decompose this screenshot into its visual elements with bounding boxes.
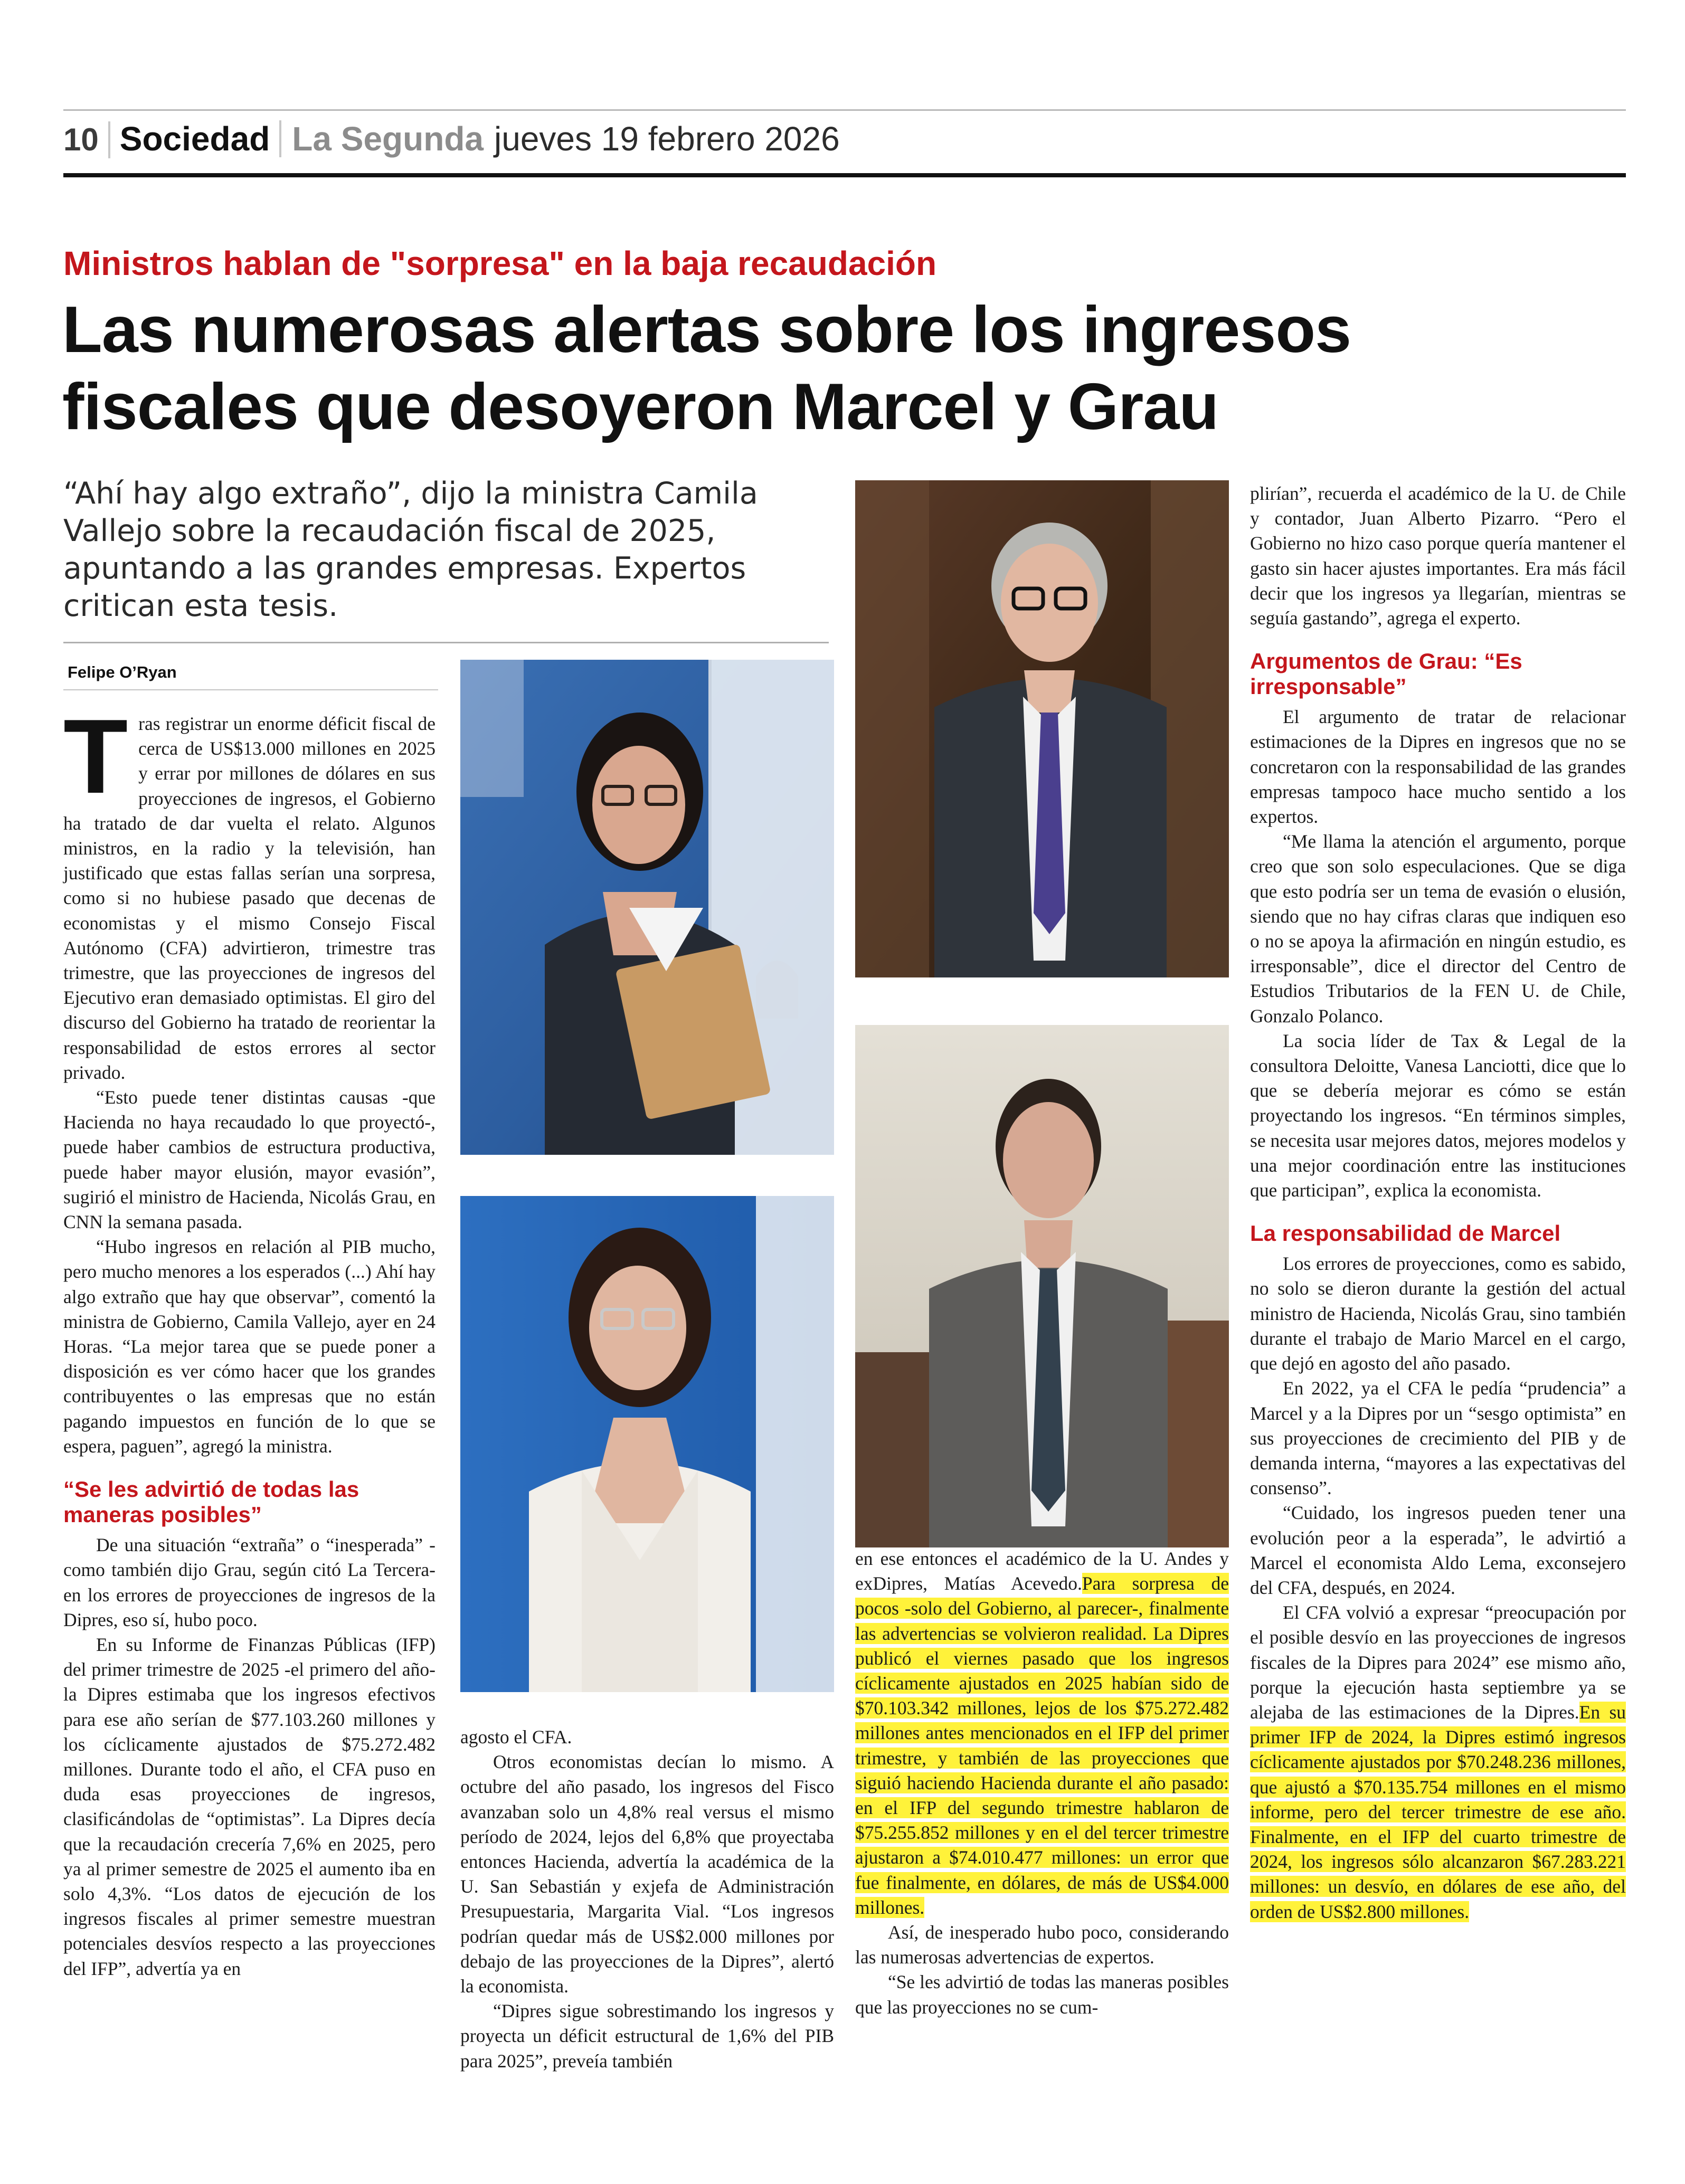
headline: Las numerosas alertas sobre los ingresos fiscales que desoyeron Marcel y Grau bbox=[62, 293, 1351, 443]
kicker: Ministros hablan de "sorpresa" en la baja recaudación bbox=[63, 244, 937, 282]
paragraph-highlighted bbox=[855, 1546, 1229, 1920]
deck-rule bbox=[63, 642, 829, 643]
issue-date: jueves 19 febrero 2026 bbox=[494, 120, 840, 158]
paragraph: “Esto puede tener distintas causas -que Hacienda no haya recaudado lo que proyectó-, puede haber cambios de estructura productiva, puede haber mayor elusión, mayor evasión”, sugirió el ministro de Hacienda, Nicolás Grau, en CNN la semana pasada. bbox=[63, 1087, 436, 1233]
photo-mario-marcel bbox=[855, 480, 1229, 977]
byline: Felipe O’Ryan bbox=[68, 663, 177, 681]
paragraph: agosto el CFA. bbox=[460, 1726, 572, 1748]
deck: “Ahí hay algo extraño”, dijo la ministra Camila Vallejo sobre la recaudación fiscal de 2025, apuntando a las grandes empresas. Expertos critican esta tesis. bbox=[63, 476, 758, 623]
masthead-top-rule bbox=[63, 109, 1626, 111]
column-2 bbox=[460, 1725, 834, 2074]
paragraph: plirían”, recuerda el académico de la U. de Chile y contador, Juan Alberto Pizarro. “Pero el Gobierno no hizo caso porque quería mantener el gasto sin hacer ajustes importantes. Era más fácil decir que los ingresos ya llegarían, mientras se seguía gastando”, agrega el experto. bbox=[1250, 483, 1626, 629]
subhead-marcel: La responsabilidad de Marcel bbox=[1250, 1221, 1561, 1246]
photo-vallejo-colleague bbox=[460, 660, 834, 1155]
paragraph: Otros economistas decían lo mismo. A octubre del año pasado, los ingresos del Fisco avanzaban solo un 4,8% real versus el mismo período de 2024, lejos del 6,8% que proyectaba entonces Hacienda, advertía la académica de la U. San Sebastián y exjefa de Administración Presupuestaria, Margarita Vial. “Los ingresos podrían quedar más de US$2.000 millones por debajo de las proyecciones de la Dipres”, alertó la economista. bbox=[460, 1751, 834, 1997]
paragraph: La socia líder de Tax & Legal de la consultora Deloitte, Vanesa Lanciotti, dice que lo que se debería mejorar es cómo se están proyectando los ingresos. “En términos simples, se necesita usar mejores datos, mejores modelos y una mejor coordinación entre las instituciones que participan”, explica la economista. bbox=[1250, 1030, 1626, 1201]
paragraph: Así, de inesperado hubo poco, considerando las numerosas advertencias de expertos. bbox=[855, 1922, 1229, 1968]
paragraph: De una situación “extraña” o “inesperada” -como también dijo Grau, según citó La Tercera- en los errores de proyecciones de ingresos de la Dipres, eso sí, hubo poco. bbox=[63, 1534, 436, 1630]
paragraph: ras registrar un enorme déficit fiscal de cerca de US$13.000 millones en 2025 y errar por millones de dólares en sus proyecciones de ingresos, el Gobierno ha tratado de dar vuelta el relato. Algunos ministros, en la radio y la televisión, han justificado que estas fallas serían una sorpresa, como si no hubiese pasado que decenas de economistas y el mismo Consejo Fiscal Autónomo (CFA) advirtieron, trimestre tras trimestre, que las proyecciones de ingresos del Ejecutivo eran demasiado optimistas. El giro del discurso del Gobierno ha tratado de reorientar la responsabilidad de estos errores al sector privado. bbox=[63, 713, 436, 1083]
paragraph: En 2022, ya el CFA le pedía “prudencia” a Marcel y a la Dipres por un “sesgo optimista” en sus proyecciones de crecimiento del PIB y de demanda interna, “mayores a las expectativas del consenso”. bbox=[1250, 1378, 1626, 1499]
column-4 bbox=[1250, 481, 1626, 1924]
dropcap: T bbox=[63, 698, 128, 815]
paragraph: “Me llama la atención el argumento, porque creo que son solo especulaciones. Que se diga que esto podría ser un tema de evasión o elusión, siendo que no hay cifras claras que indiquen eso o no se apoya la afirmación en ningún estudio, es irresponsable”, dice el director del Centro de Estudios Tributarios de la FEN U. de Chile, Gonzalo Polanco. bbox=[1250, 831, 1626, 1027]
paragraph: “Hubo ingresos en relación al PIB mucho, pero mucho menores a los esperados (...) Ahí hay algo extraño que hay que observar”, comentó la ministra de Gobierno, Camila Vallejo, ayer en 24 Horas. “La mejor tarea que se puede poner a disposición es ver cómo hacer que los grandes contribuyentes o las empresas que no están pagando impuestos en función de lo que se espera, paguen”, agregó la ministra. bbox=[63, 1236, 436, 1457]
highlighted-passage: Para sorpresa de pocos -solo del Gobierno, al parecer-, finalmente las advertencias se volvieron realidad. La Dipres publicó el viernes pasado que los ingresos cíclicamente ajustados en 2025 habían sido de $70.103.342 millones, lejos de los $75.272.482 millones antes mencionados en el IFP del primer trimestre, y también de las proyecciones que siguió haciendo Hacienda durante el año pasado: en el IFP del segundo trimestre hablaron de $75.255.852 millones y en el del tercer trimestre ajustaron a $74.010.477 millones: un error que fue finalmente, en dólares, de más de US$4.000 millones. bbox=[855, 1573, 1229, 1918]
masthead-bottom-rule bbox=[63, 173, 1626, 177]
masthead bbox=[63, 120, 840, 157]
paragraph-highlighted bbox=[1250, 1600, 1626, 1924]
section-name: Sociedad bbox=[110, 120, 282, 157]
paragraph: En su Informe de Finanzas Públicas (IFP) del primer trimestre de 2025 -el primero del año- la Dipres estimaba que los ingresos efectivos para ese año serían de $77.103.260 millones y los cíclicamente ajustados de $75.272.482 millones. Durante todo el año, el CFA puso en duda esas proyecciones de ingresos, clasificándolas de “optimistas”. La Dipres decía que la recaudación crecería 7,6% en 2025, pero ya al primer semestre de 2025 el aumento iba en solo 4,3%. “Los datos de ejecución de los ingresos fiscales al primer semestre muestran potenciales desvíos respecto a las proyecciones del IFP”, advertía ya en bbox=[63, 1634, 436, 1979]
column-3 bbox=[855, 1546, 1229, 2020]
paragraph-lead: en ese entonces el académico de la U. Andes y exDipres, Matías Acevedo. bbox=[855, 1548, 1229, 1594]
paragraph: Los errores de proyecciones, como es sabido, no solo se dieron durante la gestión del actual ministro de Hacienda, Nicolás Grau, sino también durante el trabajo de Mario Marcel en el cargo, que dejó en agosto del año pasado. bbox=[1250, 1253, 1626, 1374]
subhead-warned: “Se les advirtió de todas las maneras posibles” bbox=[63, 1477, 359, 1527]
paragraph: El argumento de tratar de relacionar estimaciones de la Dipres en ingresos que no se concretaron con la responsabilidad de las grandes empresas tampoco hace mucho sentido a los expertos. bbox=[1250, 706, 1626, 828]
highlighted-passage: En su primer IFP de 2024, la Dipres estimó ingresos cíclicamente ajustados por $70.248.236 millones, que ajustó a $70.135.754 millones en el mismo informe, pero del tercer trimestre de ese año. Finalmente, en el IFP del cuarto trimestre de 2024, los ingresos sólo alcanzaron $67.283.221 millones: un desvío, en dólares de ese año, del orden de US$2.800 millones. bbox=[1250, 1701, 1626, 1922]
photo-camila-vallejo bbox=[460, 1196, 834, 1692]
photo-nicolas-grau bbox=[855, 1025, 1229, 1547]
page-number: 10 bbox=[63, 121, 110, 158]
byline-rule bbox=[63, 689, 438, 690]
subhead-grau: Argumentos de Grau: “Es irresponsable” bbox=[1250, 649, 1522, 699]
paragraph: “Cuidado, los ingresos pueden tener una evolución peor a la esperada”, le advirtió a Marcel el economista Aldo Lema, exconsejero del CFA, después, en 2024. bbox=[1250, 1502, 1626, 1598]
column-1 bbox=[63, 698, 436, 1981]
paragraph-lead: El CFA volvió a expresar “preocupación por el posible desvío en las proyecciones de ingresos fiscales de la Dipres para 2024” ese mismo año, porque la ejecución hasta septiembre ya se alejaba de las estimaciones de la Dipres. bbox=[1250, 1602, 1626, 1723]
paragraph: “Se les advirtió de todas las maneras posibles que las proyecciones no se cum- bbox=[855, 1971, 1229, 2018]
publication-name: La Segunda bbox=[292, 120, 484, 158]
paragraph: “Dipres sigue sobrestimando los ingresos y proyecta un déficit estructural de 1,6% del PIB para 2025”, preveía también bbox=[460, 2000, 834, 2072]
